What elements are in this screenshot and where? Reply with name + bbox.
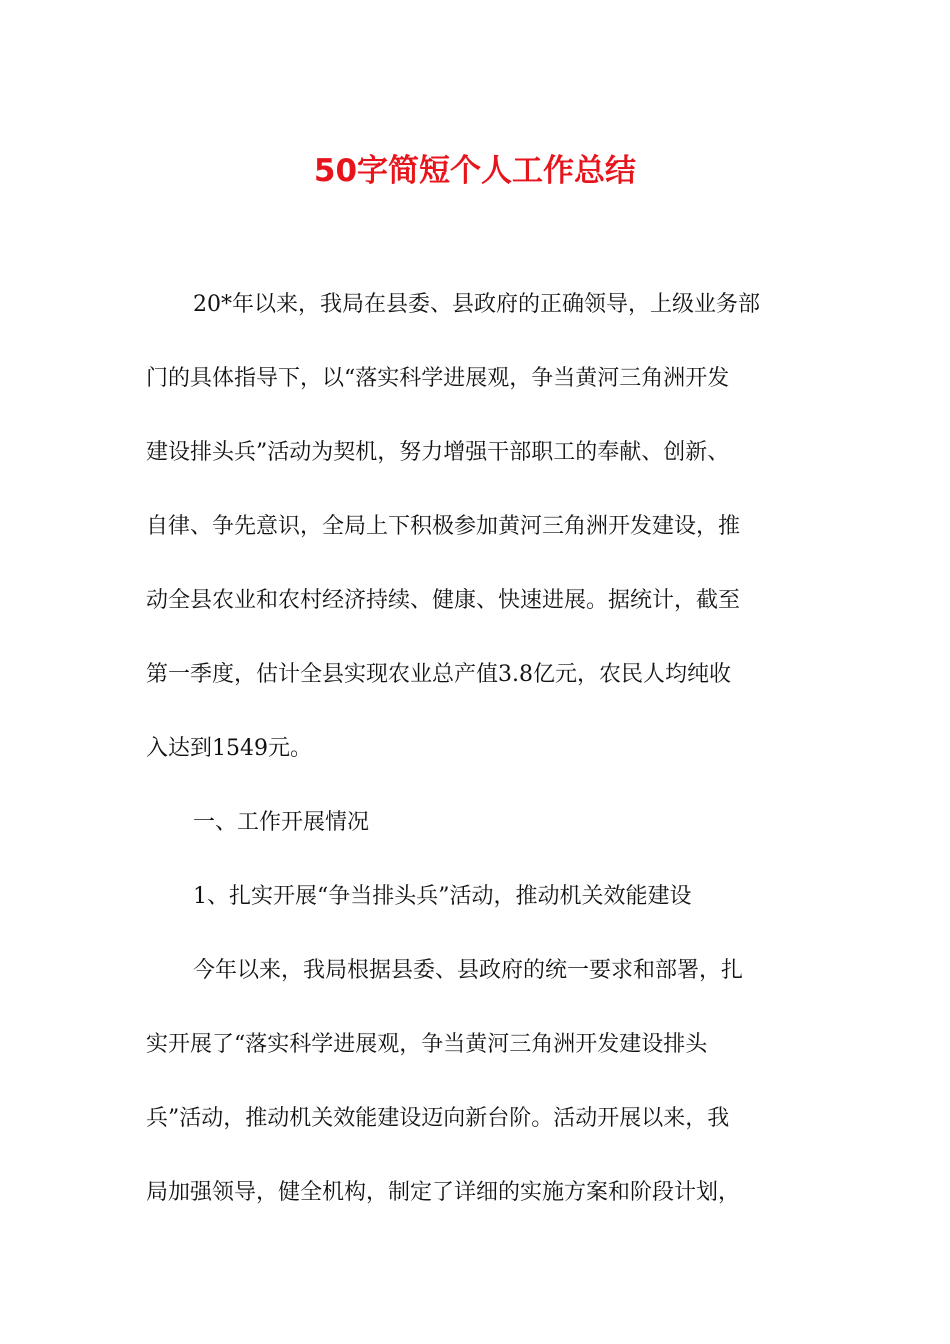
paragraph-line: 第一季度，估计全县实现农业总产值3.8亿元，农民人均纯收 xyxy=(146,662,731,687)
paragraph-line: 局加强领导，健全机构，制定了详细的实施方案和阶段计划， xyxy=(146,1180,741,1205)
subsection-heading: 1、扎实开展“争当排头兵”活动，推动机关效能建设 xyxy=(193,884,692,909)
paragraph-line: 20*年以来，我局在县委、县政府的正确领导，上级业务部 xyxy=(193,292,760,317)
paragraph-line: 自律、争先意识，全局上下积极参加黄河三角洲开发建设，推 xyxy=(146,514,741,539)
paragraph-line: 门的具体指导下，以“落实科学进展观，争当黄河三角洲开发 xyxy=(146,366,730,391)
paragraph-line: 今年以来，我局根据县委、县政府的统一要求和部署，扎 xyxy=(193,958,744,983)
document-title: 50字简短个人工作总结 xyxy=(313,153,637,189)
section-heading: 一、工作开展情况 xyxy=(193,810,370,835)
paragraph-line: 实开展了“落实科学进展观，争当黄河三角洲开发建设排头 xyxy=(146,1032,708,1057)
paragraph-line: 兵”活动，推动机关效能建设迈向新台阶。活动开展以来，我 xyxy=(146,1106,730,1131)
paragraph-line: 入达到1549元。 xyxy=(146,736,312,761)
paragraph-line: 建设排头兵”活动为契机，努力增强干部职工的奉献、创新、 xyxy=(146,440,730,465)
document-body xyxy=(146,268,804,1230)
paragraph-line: 动全县农业和农村经济持续、健康、快速进展。据统计，截至 xyxy=(146,588,741,613)
